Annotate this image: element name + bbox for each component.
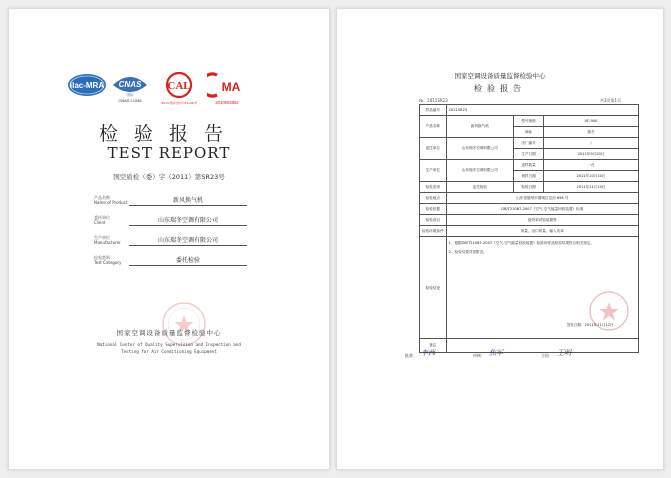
mfg-date-value: 2011年9月20日 xyxy=(543,149,638,160)
field-manufacturer-label: 生产单位 Manufacturer xyxy=(94,235,121,245)
env-label: 检验环境条件 xyxy=(420,226,447,237)
cal-logo-text: CAL xyxy=(167,80,191,92)
approver-label: 批准： xyxy=(405,353,417,358)
accreditation-logos xyxy=(9,71,329,111)
center-name-en-line2: Testing for Air Conditioning Equipment xyxy=(121,349,217,354)
notes-label: 备注 xyxy=(420,339,447,353)
cnas-sub: 国际 xyxy=(126,93,134,97)
page-info: 共3页第1页 xyxy=(600,98,622,103)
basis-label: 检验依据 xyxy=(420,204,447,215)
location-label: 检验地点 xyxy=(420,193,447,204)
center-name-en-line1: National Center of Quality Supervision and Inspection and xyxy=(97,342,241,347)
conclusion-cell xyxy=(446,237,638,339)
cal-caption: (2011)国认(国)字(Z1146)号 xyxy=(160,101,198,105)
field-client-value: 山东瑞冬空调有限公司 xyxy=(129,215,247,226)
cnas-logo-text: CNAS xyxy=(118,80,142,89)
reviewer-signature: 焦军 xyxy=(489,349,503,357)
test-date-label: 检验日期 xyxy=(514,182,544,193)
field-product-value: 新风换气机 xyxy=(129,195,247,206)
tester-label: 主检： xyxy=(541,353,553,358)
arrival-value: 2011年10月10日 xyxy=(543,171,638,182)
ilac-logo-text: ilac-MRA xyxy=(69,81,105,90)
factory-no-label: 出厂编号 xyxy=(514,138,544,149)
center-name-zh: 国家空调设备质量监督检验中心 xyxy=(116,329,222,337)
items-label: 检验项目 xyxy=(420,215,447,226)
report-title-zh: 检验报告 xyxy=(98,123,239,145)
tester-signature: 王明 xyxy=(557,349,571,357)
brand-value: 瑞冬 xyxy=(543,127,638,138)
cma-logo-text: MA xyxy=(221,80,241,94)
quantity-value: 一台 xyxy=(543,160,638,171)
maker-label: 生产单位 xyxy=(420,160,447,182)
model-label: 型号规格 xyxy=(514,116,544,127)
notes-value xyxy=(446,339,638,353)
product-label: 产品名称 xyxy=(420,116,447,138)
model-value: XF-900 xyxy=(543,116,638,127)
report-title-en: TEST REPORT xyxy=(107,144,231,162)
cnas-number: CNAS L1046 xyxy=(118,98,142,103)
cma-number: 2010002852 xyxy=(215,100,239,105)
center-header: 国家空调设备质量监督检验中心 xyxy=(454,72,546,80)
report-detail-page xyxy=(336,8,664,470)
client-value: 山东瑞冬空调有限公司 xyxy=(446,138,514,160)
approver-signature: 李西 xyxy=(421,349,435,357)
basis-value: GB/T21087-2007《空气-空气能量回收装置》标准 xyxy=(446,204,638,215)
field-product-label: 产品名称 Name of Product xyxy=(94,195,128,205)
mfg-date-label: 生产日期 xyxy=(514,149,544,160)
product-value: 新风换气机 xyxy=(446,116,514,138)
sample-no-label: 样品编号 xyxy=(420,105,447,116)
report-title: 检验报告 xyxy=(474,84,526,93)
quantity-label: 送样数量 xyxy=(514,160,544,171)
client-label: 委托单位 xyxy=(420,138,447,160)
conclusion-label: 检验结论 xyxy=(420,237,447,339)
sample-no-value: 2011SR23 xyxy=(446,105,638,116)
report-table xyxy=(419,104,639,353)
field-manufacturer-value: 山东瑞冬空调有限公司 xyxy=(129,235,247,246)
arrival-label: 到样日期 xyxy=(514,171,544,182)
maker-value: 山东瑞冬空调有限公司 xyxy=(446,160,514,182)
factory-no-value: / xyxy=(543,138,638,149)
ilac-mra-logo xyxy=(67,71,107,103)
test-date-value: 2011年11月10日 xyxy=(543,182,638,193)
cal-logo xyxy=(155,71,203,111)
items-value: 焓效率试验装置等 xyxy=(446,215,638,226)
cma-logo xyxy=(207,71,247,111)
cnas-logo xyxy=(109,71,151,109)
location-value: 山东省德州市德城区岔河 658 号 xyxy=(446,193,638,204)
report-number: 国空质检（委）字（2011）第SR23号 xyxy=(113,173,225,181)
field-category-label: 检验类别 Test Category xyxy=(94,255,122,265)
brand-label: 商标 xyxy=(514,127,544,138)
conclusion-line-1: 1、根据GB/T21087-2007《空气-空气能量回收装置》标准该样品检验结果符合相关规定。 xyxy=(448,241,595,245)
report-no: №：2011SR23 xyxy=(419,98,448,103)
category-value: 委托检验 xyxy=(446,182,514,193)
issue-date: 签发日期：2011年11月12日 xyxy=(566,323,614,327)
field-client-label: 委托单位 Client xyxy=(94,215,110,225)
field-category-value: 委托检验 xyxy=(129,255,247,266)
conclusion-line-2: 2、检验结果详见附页。 xyxy=(448,250,487,254)
env-value: 风量、出口风量、输入功率 xyxy=(446,226,638,237)
cover-page xyxy=(8,8,330,470)
category-label: 检验类别 xyxy=(420,182,447,193)
reviewer-label: 审核： xyxy=(473,353,485,358)
